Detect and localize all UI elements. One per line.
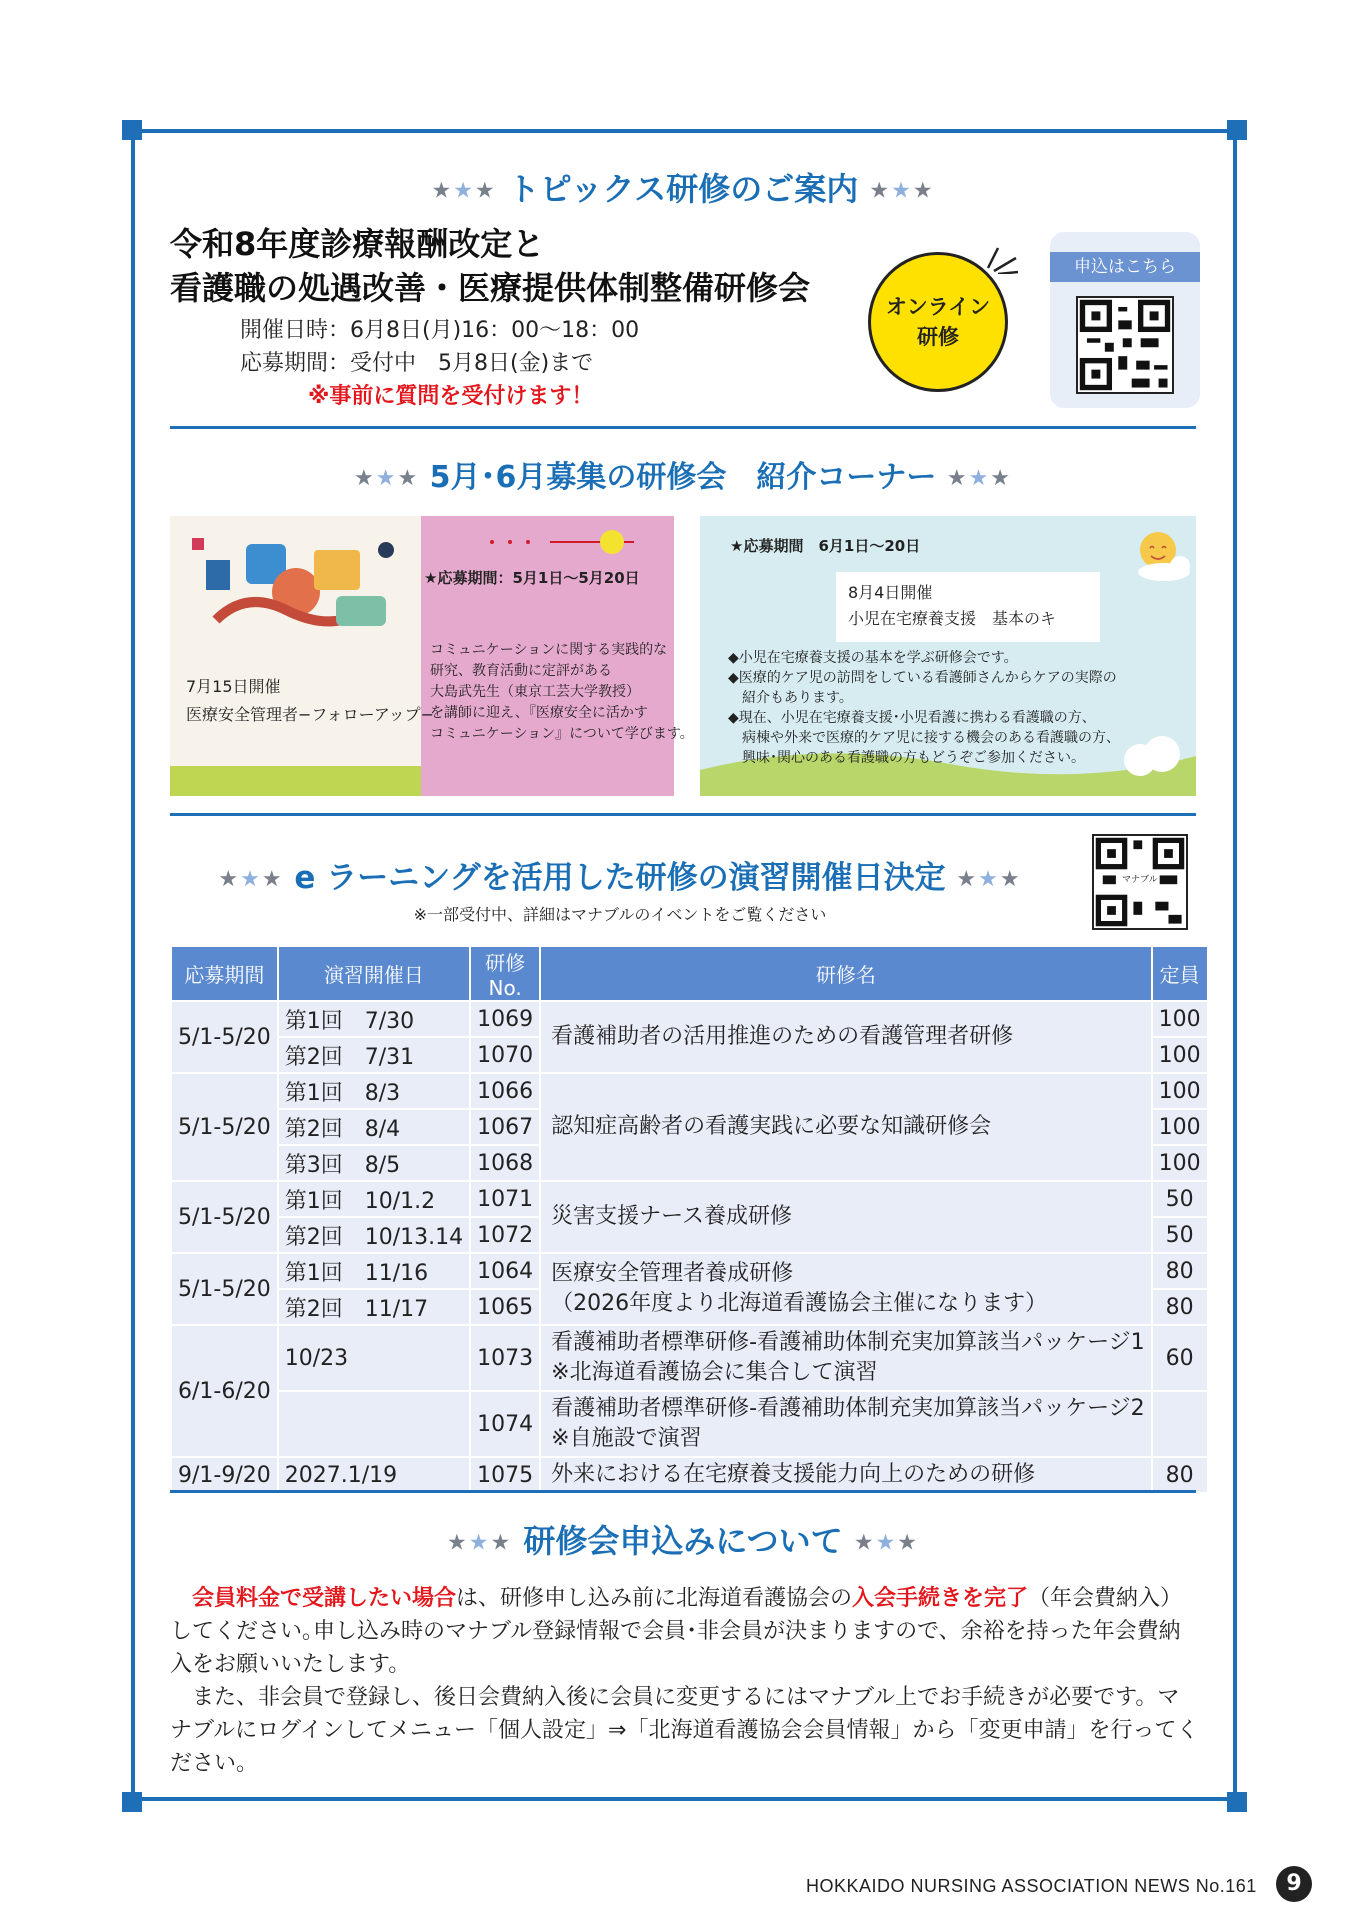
capacity-cell: 50 (1153, 1218, 1207, 1252)
number-cell: 1071 (471, 1182, 539, 1216)
event-period: 応募期間：受付中 5月8日(金)まで (240, 351, 594, 376)
divider (170, 1490, 1196, 1493)
card-2-period: ★応募期間 6月1日～20日 (730, 537, 921, 555)
apply-body (170, 1582, 1200, 1780)
sun-cloud-icon (1130, 526, 1200, 582)
divider (170, 426, 1196, 429)
capacity-cell: 60 (1153, 1326, 1207, 1390)
card-1-name: 医療安全管理者−フォローアップ− (186, 705, 435, 724)
stars-icon: ★★★ (853, 1530, 920, 1556)
event-info (240, 314, 639, 413)
dots-sun-icon (484, 528, 634, 558)
card-1-period: ★応募期間：5月1日～5月20日 (424, 569, 640, 587)
qr-code-icon[interactable] (1076, 296, 1174, 394)
date-cell: 第1回 11/16 (279, 1254, 469, 1288)
table-row (172, 1254, 1207, 1288)
column-header: 研修No. (471, 947, 539, 1000)
number-cell: 1066 (471, 1074, 539, 1108)
date-cell: 第1回 10/1.2 (279, 1182, 469, 1216)
period-cell: 5/1-5/20 (172, 1254, 277, 1324)
table-row (172, 1392, 1207, 1456)
intro-heading (170, 452, 1196, 496)
topics-heading (170, 164, 1196, 210)
capacity-cell: 80 (1153, 1290, 1207, 1324)
elearning-heading (170, 852, 1070, 897)
stars-icon: ★★★ (218, 867, 284, 892)
stars-icon: ★★★ (946, 466, 1013, 491)
qr-code-icon[interactable] (1092, 834, 1188, 930)
number-cell: 1070 (471, 1038, 539, 1072)
qr-label: マナブル (1122, 872, 1158, 885)
table-row (172, 1002, 1207, 1036)
card-2-name: 小児在宅療養支援 基本のキ (848, 609, 1057, 628)
topics-title: トピックス研修のご案内 (507, 170, 859, 208)
period-cell: 9/1-9/20 (172, 1458, 277, 1492)
course-name-cell: 看護補助者の活用推進のための看護管理者研修 (541, 1002, 1151, 1072)
card-2-bullets: ◆小児在宅療養支援の基本を学ぶ研修会です。 ◆医療的ケア児の訪問をしている看護師さんからケアの実際の 紹介もあります。 ◆現在、小児在宅療養支援･小児看護に携わる看護職の方、 病棟や外来で医療的ケア児に接する機会のある看護職の方、 興味･関心のある看護職の方もどうぞご参加ください。 (728, 650, 1120, 766)
schedule-table (170, 945, 1209, 1494)
capacity-cell: 50 (1153, 1182, 1207, 1216)
stars-icon: ★★★ (869, 178, 935, 204)
elearning-title: e ラーニングを活用した研修の演習開催日決定 (294, 860, 946, 896)
number-cell: 1074 (471, 1392, 539, 1456)
number-cell: 1069 (471, 1002, 539, 1036)
apply-title: 研修会申込みについて (523, 1522, 843, 1560)
empty-date-cell (279, 1392, 469, 1456)
stars-icon: ★★★ (446, 1530, 513, 1556)
number-cell: 1073 (471, 1326, 539, 1390)
card-1-date: 7月15日開催 (186, 677, 281, 696)
capacity-cell: 100 (1153, 1074, 1207, 1108)
course-name-cell: 看護補助者標準研修-看護補助体制充実加算該当パッケージ2 ※自施設で演習 (541, 1392, 1151, 1456)
frame-corner (122, 1792, 142, 1812)
capacity-cell: 80 (1153, 1254, 1207, 1288)
date-cell: 2027.1/19 (279, 1458, 469, 1492)
stars-icon: ★★★ (956, 867, 1022, 892)
course-name-cell: 看護補助者標準研修-看護補助体制充実加算該当パッケージ1 ※北海道看護協会に集合して演習 (541, 1326, 1151, 1390)
date-cell: 第2回 11/17 (279, 1290, 469, 1324)
column-header: 応募期間 (172, 947, 277, 1000)
stars-icon: ★★★ (431, 178, 497, 204)
number-cell: 1064 (471, 1254, 539, 1288)
number-cell: 1067 (471, 1110, 539, 1144)
period-cell: 5/1-5/20 (172, 1182, 277, 1252)
event-date: 開催日時：6月8日(月)16：00～18：00 (240, 318, 640, 343)
frame-corner (1227, 1792, 1247, 1812)
course-name-cell: 認知症高齢者の看護実践に必要な知識研修会 (541, 1074, 1151, 1180)
intro-title: 5月･6月募集の研修会 紹介コーナー (429, 460, 937, 495)
period-cell: 6/1-6/20 (172, 1326, 277, 1456)
card-1-desc: コミュニケーションに関する実践的な 研究、教育活動に定評がある 大島武先生（東京工芸大学教授） を講師に迎え、『医療安全に活かす コミュニケーション』について学びます。 (430, 642, 694, 742)
frame-corner (122, 120, 142, 140)
table-row (172, 1074, 1207, 1108)
card-2-title (848, 580, 1056, 632)
course-name-cell: 災害支援ナース養成研修 (541, 1182, 1151, 1252)
capacity-cell: 100 (1153, 1146, 1207, 1180)
number-cell: 1075 (471, 1458, 539, 1492)
card-2-date: 8月4日開催 (848, 583, 933, 602)
table-header-row (172, 947, 1207, 1000)
online-badge: オンライン 研修 (868, 252, 1008, 392)
apply-heading (170, 1516, 1196, 1562)
capacity-cell: 100 (1153, 1038, 1207, 1072)
footer-text: HOKKAIDO NURSING ASSOCIATION NEWS No.161 (806, 1876, 1257, 1896)
number-cell: 1065 (471, 1290, 539, 1324)
column-header: 研修名 (541, 947, 1151, 1000)
divider (170, 813, 1196, 816)
period-cell: 5/1-5/20 (172, 1002, 277, 1072)
apply-paragraph-1: 会員料金で受講したい場合は、研修申し込み前に北海道看護協会の入会手続きを完了（年会費納入）してください｡申し込み時のマナブル登録情報で会員･非会員が決まりますので、余裕を持った年会費納入をお願いいたします。 (170, 1586, 1183, 1677)
course-name-cell: 外来における在宅療養支援能力向上のための研修 (541, 1458, 1151, 1492)
apply-label: 申込はこちら (1050, 252, 1200, 282)
page-number: 9 (1276, 1866, 1312, 1902)
date-cell: 10/23 (279, 1326, 469, 1390)
capacity-cell: 80 (1153, 1458, 1207, 1492)
stars-icon: ★★★ (353, 466, 420, 491)
capacity-cell: 100 (1153, 1002, 1207, 1036)
date-cell: 第1回 8/3 (279, 1074, 469, 1108)
frame-corner (1227, 120, 1247, 140)
date-cell: 第2回 8/4 (279, 1110, 469, 1144)
apply-paragraph-2: また、非会員で登録し、後日会費納入後に会員に変更するにはマナブル上でお手続きが必要です。マナブルにログインしてメニュー「個人設定」⇒「北海道看護協会会員情報」から「変更申請」を行ってください。 (170, 1685, 1199, 1776)
date-cell: 第2回 7/31 (279, 1038, 469, 1072)
event-note: ※事前に質問を受付けます！ (308, 384, 594, 409)
sparkle-icon (984, 244, 1020, 274)
date-cell: 第1回 7/30 (279, 1002, 469, 1036)
table-row (172, 1326, 1207, 1390)
period-cell: 5/1-5/20 (172, 1074, 277, 1180)
column-header: 定員 (1153, 947, 1207, 1000)
card-1-bar (170, 766, 421, 796)
column-header: 演習開催日 (279, 947, 469, 1000)
empty-capacity-cell (1153, 1392, 1207, 1456)
table-row (172, 1458, 1207, 1492)
number-cell: 1068 (471, 1146, 539, 1180)
number-cell: 1072 (471, 1218, 539, 1252)
event-title: 令和8年度診療報酬改定と 看護職の処遇改善・医療提供体制整備研修会 (170, 225, 811, 307)
elearning-subtitle: ※一部受付中、詳細はマナブルのイベントをご覧ください (413, 905, 827, 924)
table-row (172, 1182, 1207, 1216)
course-name-cell: 医療安全管理者養成研修 （2026年度より北海道看護協会主催になります） (541, 1254, 1151, 1324)
date-cell: 第2回 10/13.14 (279, 1218, 469, 1252)
hands-illustration (186, 530, 406, 645)
capacity-cell: 100 (1153, 1110, 1207, 1144)
date-cell: 第3回 8/5 (279, 1146, 469, 1180)
